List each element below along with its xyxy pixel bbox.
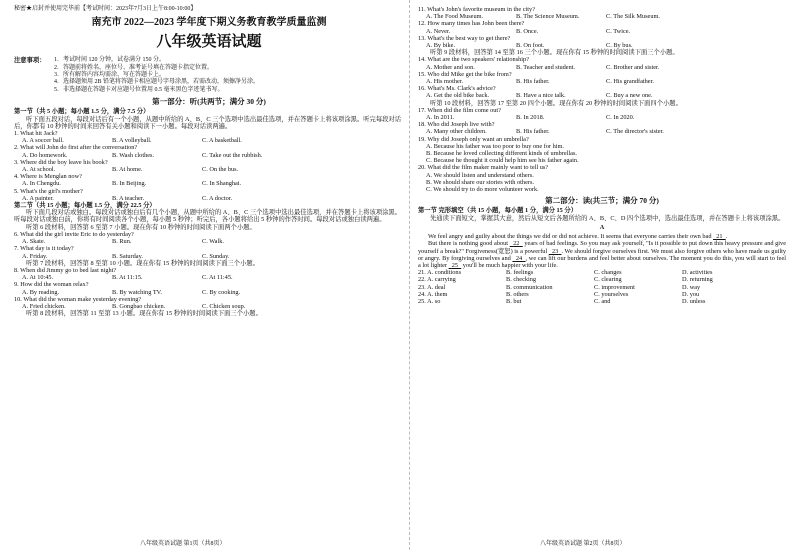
option[interactable]: B. By watching TV.: [112, 288, 162, 296]
option[interactable]: C. Because he thought it could help him see his father again.: [426, 157, 579, 165]
exam-title: 南充市 2022—2023 学年度下期义务教育教学质量监测: [91, 17, 327, 29]
option[interactable]: A. The Food Museum.: [426, 13, 484, 21]
option[interactable]: A. Never.: [426, 27, 451, 35]
options: [14, 195, 404, 202]
question: 15. Who did Mike get the bike from?: [418, 70, 512, 78]
option[interactable]: A. Because his father was too poor to buy one for him.: [426, 142, 564, 150]
section1-instructions: 听下面五段对话，每段对话后有一个小题，从题中所给的 A、B、C 三个选项中选出最佳选项，并在答题卡上将该项涂黑。听完每段对话后，你都有 10 秒钟的时间来回答有关小题和阅读下一小题。每段对话读两遍。: [14, 115, 402, 130]
option[interactable]: A. A painter.: [22, 194, 54, 202]
left-column: [14, 6, 404, 544]
passage-text: years of bad feelings. So you may ask yourself, "Is it possible to put down this heavy pressure and give yourself a break?" Forgiveness(宽恕) is a powerful: [418, 240, 787, 255]
option[interactable]: A. Fried chicken.: [22, 302, 66, 310]
option[interactable]: C. In 2020.: [606, 114, 635, 122]
option[interactable]: D. unless: [682, 297, 706, 305]
passage-text: .: [725, 233, 728, 241]
cloze-option-row: [418, 269, 786, 276]
option[interactable]: C. A doctor.: [202, 194, 233, 202]
cloze-option-row: [418, 291, 786, 298]
question: 2. What will John do first after the conversation?: [14, 144, 138, 152]
options: [418, 13, 786, 20]
option[interactable]: A. By bike.: [426, 42, 456, 50]
question-group-11-13: [418, 6, 786, 49]
option[interactable]: C. Buy a new one.: [606, 92, 653, 100]
passage-text: you'll be much happier with your life.: [462, 261, 558, 269]
option[interactable]: B. We should share our stories with others.: [426, 178, 534, 186]
option[interactable]: A. In 2011.: [426, 114, 455, 122]
options: [14, 152, 404, 159]
options: [14, 274, 404, 281]
option[interactable]: C. The Silk Museum.: [606, 13, 660, 21]
option[interactable]: C. A basketball.: [202, 137, 242, 145]
blank-number: 21: [716, 233, 723, 241]
section2-heading: 第二节（共 15 小题；每小题 1.5 分，满分 22.5 分）: [14, 202, 156, 210]
option[interactable]: C. changes: [594, 269, 622, 277]
options: [14, 238, 404, 245]
option[interactable]: C. Twice.: [606, 27, 631, 35]
option[interactable]: A. Friday.: [22, 252, 48, 260]
notes-list: [54, 57, 259, 94]
passage-text: . We should forgive ourselves first. We must also forgive others who have made us guilty or angry. By forgiving ourselves and: [418, 247, 786, 262]
part2-title: 第二部分：读(共三节；满分 70 分): [545, 196, 659, 206]
column-divider: [409, 0, 410, 550]
option[interactable]: B. Because he loved collecting different kinds of umbrellas.: [426, 150, 577, 158]
option[interactable]: B. Saturday.: [112, 252, 143, 260]
option[interactable]: C. Walk.: [202, 238, 224, 246]
option[interactable]: C. Chicken soup.: [202, 302, 246, 310]
option[interactable]: 23. A. deal: [418, 283, 446, 291]
option[interactable]: C. By cooking.: [202, 288, 241, 296]
option[interactable]: A. By reading.: [22, 288, 60, 296]
option[interactable]: C. Brother and sister.: [606, 63, 660, 71]
question: 10. What did the woman make yesterday evening?: [14, 295, 142, 303]
option[interactable]: A. We should listen and understand others.: [426, 171, 534, 179]
question: 11. What's John's favorite museum in the city?: [418, 6, 535, 13]
passage-paragraph: [418, 233, 786, 240]
question: 19. Why did Joseph only want an umbrella?: [418, 135, 529, 143]
option[interactable]: B. others: [506, 290, 529, 298]
notes-block: [14, 57, 404, 94]
option[interactable]: A. Skate.: [22, 238, 46, 246]
option[interactable]: A. Do homework.: [22, 151, 68, 159]
note-item: 3．所有解答内容均需涂、写在答题卡上。: [54, 72, 166, 79]
option[interactable]: B. His father.: [516, 128, 550, 136]
blank-23: [549, 248, 562, 255]
option[interactable]: B. communication: [506, 283, 553, 291]
option[interactable]: C. In Shanghai.: [202, 180, 242, 188]
option[interactable]: B. Teacher and student.: [516, 63, 576, 71]
part1-title: 第一部分：听(共两节；满分 30 分): [152, 97, 266, 107]
passage-text: , we can lift our burdens and feel better about ourselves. The moment you do this, you will start to feel a lot lighter: [418, 254, 787, 269]
option[interactable]: A. In Chengdu.: [22, 180, 61, 188]
question: 20. What did the film maker mainly want to tell us?: [418, 164, 549, 172]
option[interactable]: A. Many other children.: [426, 128, 487, 136]
question: 16. What's Ms. Clark's advice?: [418, 85, 496, 93]
passage-paragraph: [418, 240, 786, 269]
question: 1. What hit Jack?: [14, 130, 58, 138]
question: 17. When did the film come out?: [418, 106, 501, 114]
question: 6. What did the girl invite Eric to do yesterday?: [14, 230, 134, 238]
material-intro: 听第 10 段材料，回答第 17 至第 20 四个小题。现在你有 20 秒钟的时间阅读下面四个小题。: [430, 99, 682, 107]
option[interactable]: A. At school.: [22, 166, 56, 174]
cloze-instructions: 先通读下面短文，掌握其大意，然后从短文后各题所给的 A、B、C、D 四个选项中，选出最佳选项，并在答题卡上将该项涂黑。: [430, 214, 785, 222]
option[interactable]: 21. A. conditions: [418, 269, 462, 277]
blank-number: 25: [451, 261, 459, 269]
option[interactable]: C. improvement: [594, 283, 635, 291]
cloze-option-row: [418, 298, 786, 305]
option[interactable]: A. His mother.: [426, 78, 464, 86]
cloze-options: [418, 269, 786, 305]
passage-text: We feel angry and guilty about the things we did or did not achieve. It seems that everyone carries their own bad: [428, 233, 712, 241]
question: 18. Who did Joseph live with?: [418, 121, 495, 129]
option[interactable]: D. activities: [682, 269, 713, 277]
passage-text: But there is nothing good about: [428, 240, 509, 248]
option[interactable]: C. clearing: [594, 276, 622, 284]
question-group-19-20: [418, 136, 786, 194]
option[interactable]: A. At 10:45.: [22, 274, 54, 282]
option[interactable]: B. Wash clothes.: [112, 151, 155, 159]
option[interactable]: C. Take out the rubbish.: [202, 151, 263, 159]
option[interactable]: D. you: [682, 290, 700, 298]
question-group-6-7: [14, 231, 404, 260]
section1-heading: 第一节（共 5 小题；每小题 1.5 分，满分 7.5 分）: [14, 108, 150, 116]
options: [418, 172, 786, 194]
question: 12. How many times has John been there?: [418, 20, 525, 28]
options: [418, 78, 786, 85]
options: [14, 166, 404, 173]
question: 4. Where is Menglan now?: [14, 173, 82, 181]
option[interactable]: D. returning: [682, 276, 713, 284]
option[interactable]: B. The Science Museum.: [516, 13, 580, 21]
option[interactable]: B. feelings: [506, 269, 534, 277]
blank-24: [512, 255, 525, 262]
options: [418, 114, 786, 121]
section2-instructions: 听下面几段对话或独白。每段对话或独白后有几个小题，从题中所给的 A、B、C 三个选项中选出最佳选项，并在答题卡上将该项涂黑。听每段对话或独白前，你将有时间阅读各个小题，每小题 5 秒钟；听完后，各小题将给出 5 秒钟的作答时间。每段对话或独白读两遍。: [14, 209, 402, 224]
question-group-8-10: [14, 267, 404, 310]
blank-22: [510, 240, 523, 247]
option[interactable]: B. In 2018.: [516, 114, 545, 122]
question-group-14-16: [418, 56, 786, 99]
option[interactable]: B. but: [506, 297, 522, 305]
footer-right: 八年级英语试题 第2页（共8页）: [540, 540, 626, 547]
note-item: 1．考试时间 120 分钟，试卷满分 150 分。: [54, 57, 166, 64]
option[interactable]: B. At 11:15.: [112, 274, 143, 282]
option[interactable]: C. By bus.: [606, 42, 633, 50]
option[interactable]: C. yourselves: [594, 290, 629, 298]
option[interactable]: B. checking: [506, 276, 537, 284]
option[interactable]: C. Sunday.: [202, 252, 230, 260]
options: [418, 92, 786, 99]
cloze-heading: 第一节 完形填空（共 15 小题，每小题 1 分，满分 15 分）: [418, 207, 577, 215]
notes-label: 注意事项：: [14, 57, 46, 65]
blank-25: [449, 262, 462, 269]
option[interactable]: A. Get the old bike back.: [426, 92, 490, 100]
note-item: 5．非选择题在答题卡对应题号位置用 0.5 毫米黑色字迹笔书写。: [54, 86, 224, 93]
cloze-option-row: [418, 276, 786, 283]
option[interactable]: B. On foot.: [516, 42, 545, 50]
option[interactable]: 22. A. carrying: [418, 276, 456, 284]
material-intro: 听第 8 段材料，回答第 11 至第 13 小题。现在你有 15 秒钟的时间阅读下面三个小题。: [26, 310, 262, 318]
options: [14, 289, 404, 296]
question-group-17-18: [418, 107, 786, 136]
question: 3. Where did the boy leave his book?: [14, 158, 108, 166]
material-intro: 听第 7 段材料，回答第 8 至第 10 小题。现在你有 15 秒钟的时间阅读下面三个小题。: [26, 259, 259, 267]
option[interactable]: B. A teacher.: [112, 194, 145, 202]
cloze-option-row: [418, 284, 786, 291]
footer-left: 八年级英语试题 第1页（共8页）: [140, 540, 226, 547]
question: 14. What are the two speakers' relationship?: [418, 56, 530, 64]
option[interactable]: B. Have a nice talk.: [516, 92, 566, 100]
right-column: [418, 6, 786, 544]
options: [418, 143, 786, 165]
material-intro: 听第 6 段材料，回答第 6 至第 7 小题。现在你有 10 秒钟的时间阅读下面两个小题。: [26, 223, 256, 231]
option[interactable]: B. Run.: [112, 238, 132, 246]
option[interactable]: C. His grandfather.: [606, 78, 654, 86]
question: 5. What's the girl's mother?: [14, 187, 83, 195]
blank-number: 22: [513, 240, 520, 248]
question: 9. How did the woman relax?: [14, 281, 89, 289]
option[interactable]: 24. A. them: [418, 290, 448, 298]
blank-number: 23: [551, 247, 559, 255]
option[interactable]: A. A soccer ball.: [22, 137, 64, 145]
option[interactable]: D. way: [682, 283, 701, 291]
option[interactable]: C. We should try to do more volunteer work.: [426, 186, 539, 194]
options: [14, 253, 404, 260]
blank-21: [713, 233, 726, 240]
exam-subject-title: 八年级英语试题: [156, 34, 262, 51]
options: [418, 28, 786, 35]
option[interactable]: B. His father.: [516, 78, 550, 86]
blank-number: 24: [515, 254, 523, 262]
option[interactable]: C. and: [594, 297, 611, 305]
question: 7. What day is it today?: [14, 245, 74, 253]
question: 8. When did Jimmy go to bed last night?: [14, 266, 117, 274]
option[interactable]: B. At home.: [112, 166, 143, 174]
option[interactable]: C. At 11:45.: [202, 274, 233, 282]
options: [418, 128, 786, 135]
option[interactable]: B. A volleyball.: [112, 137, 152, 145]
option[interactable]: B. Gongbao chicken.: [112, 302, 166, 310]
question: 13. What's the best way to get there?: [418, 34, 511, 42]
note-item: 4．选择题须用 2B 铅笔将答题卡相应题号字母涂黑，若需改动，须擦净另涂。: [54, 79, 260, 86]
option[interactable]: B. Once.: [516, 27, 539, 35]
material-intro: 听第 9 段材料，回答第 14 至第 16 三个小题。现在你有 15 秒钟的时间阅读下面三个小题。: [430, 49, 679, 57]
question-group-1-5: [14, 130, 404, 202]
options: [418, 64, 786, 71]
option[interactable]: 25. A. so: [418, 297, 441, 305]
passage-label: A: [599, 223, 605, 231]
option[interactable]: B. In Beijing.: [112, 180, 147, 188]
option[interactable]: C. The director's sister.: [606, 128, 664, 136]
note-item: 2．答题前将姓名、座位号、准考证号填在答题卡指定位置。: [54, 64, 214, 71]
option[interactable]: A. Mother and son.: [426, 63, 475, 71]
secret-note: 秘密★启封并使用完毕前【考试时间：2023年7月3日上午8:00-10:00】: [14, 6, 197, 12]
options: [14, 180, 404, 187]
options: [14, 137, 404, 144]
option[interactable]: C. On the bus.: [202, 166, 239, 174]
